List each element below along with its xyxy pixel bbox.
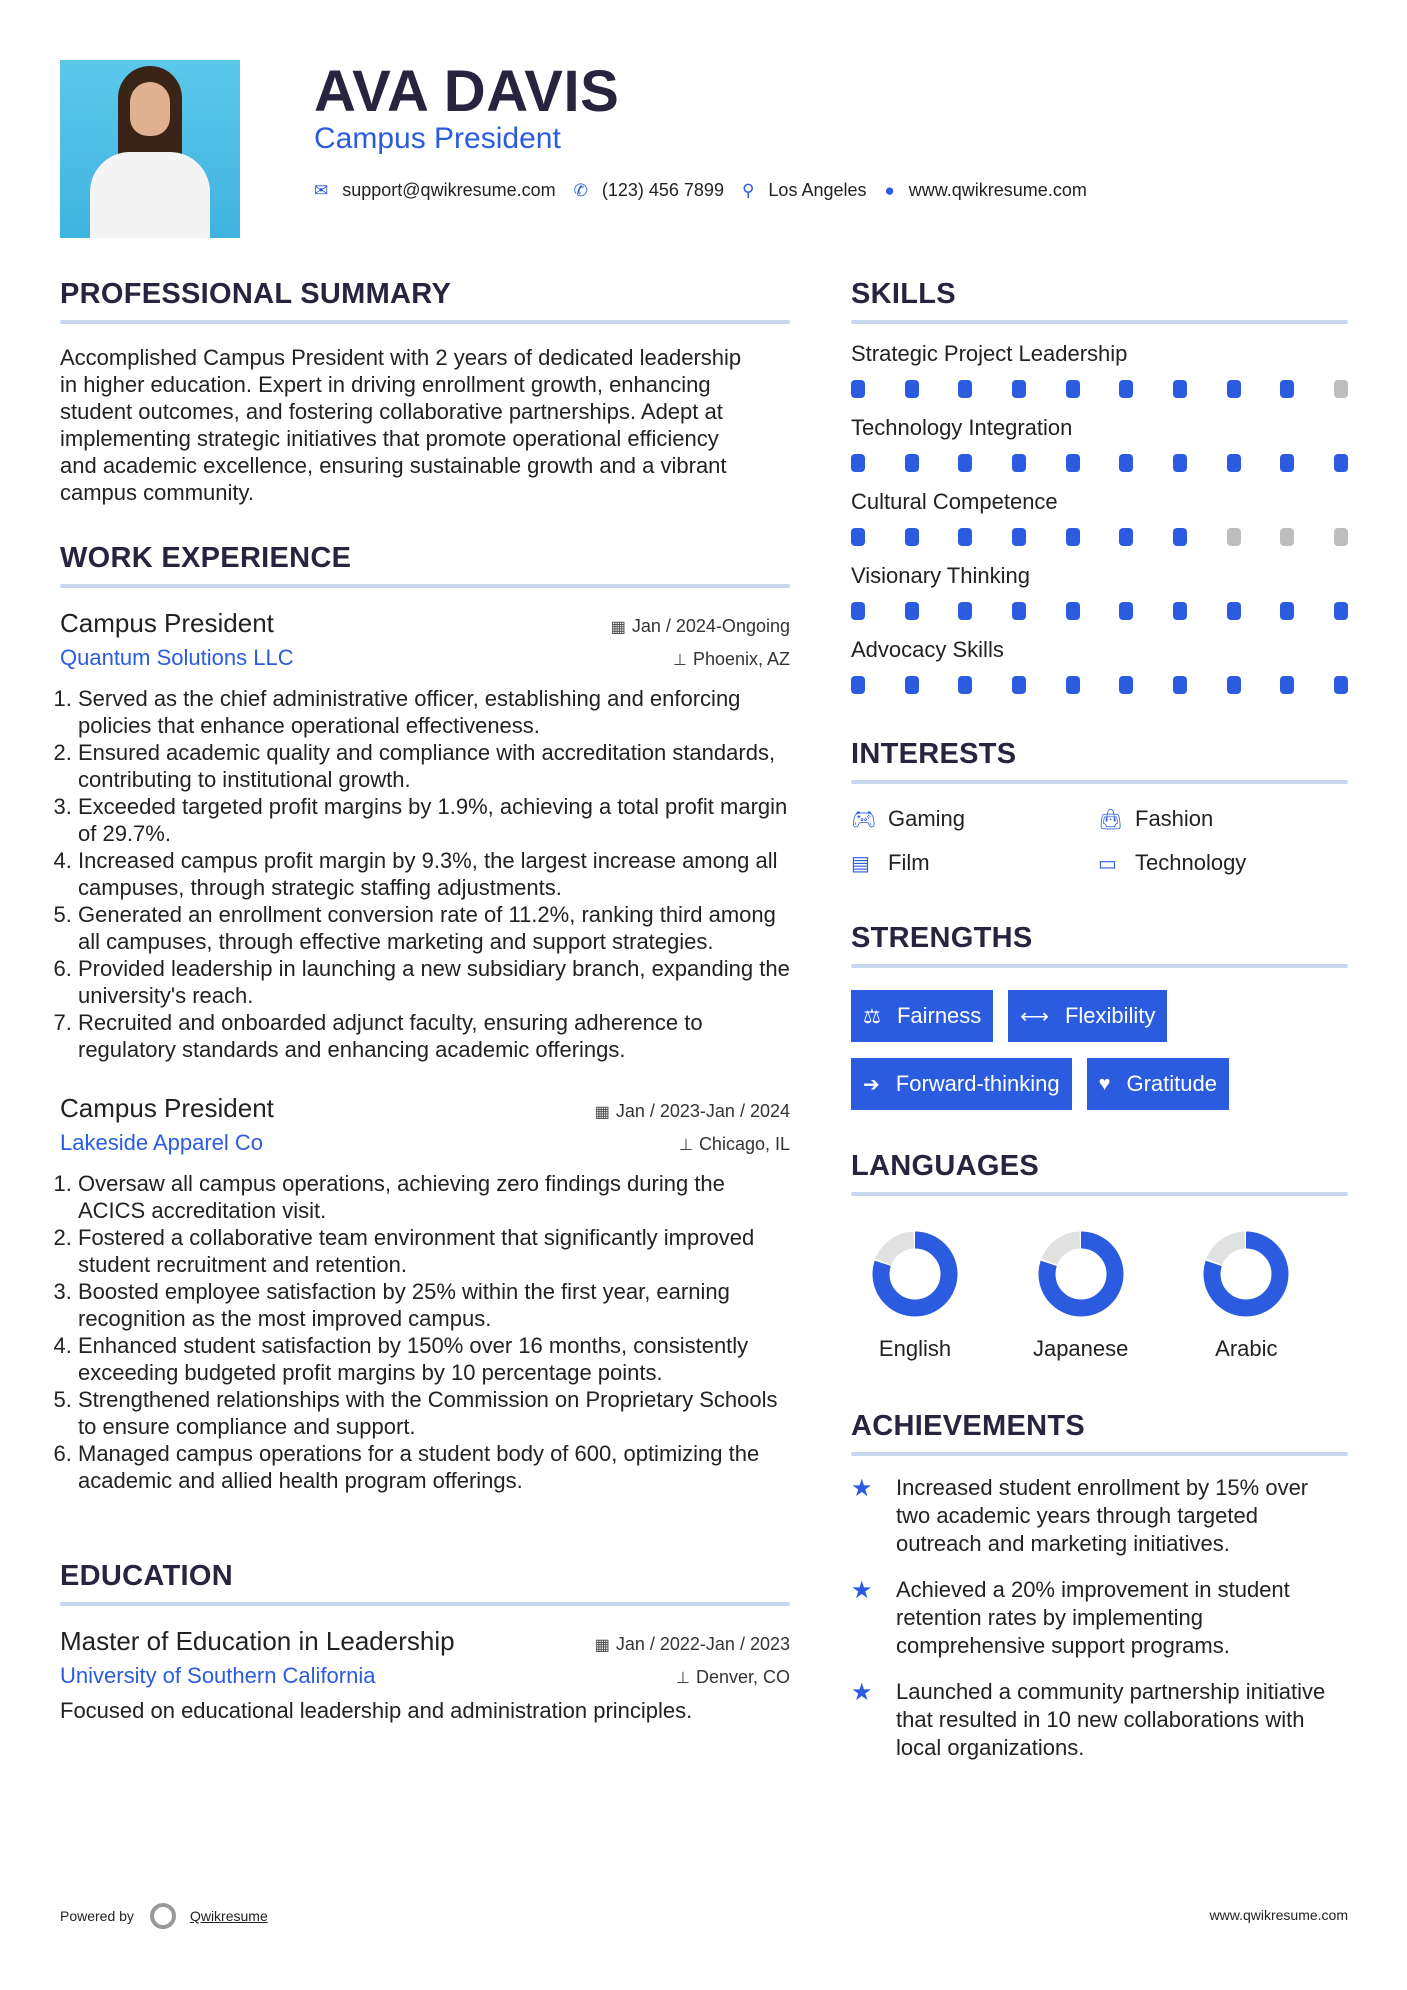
job-bullet: 6. Managed campus operations for a student body of 600, optimizing the academic and allied health program offerings.: [78, 1440, 790, 1494]
footer-website[interactable]: www.qwikresume.com: [1209, 1907, 1348, 1923]
skill-dot-filled: [958, 528, 972, 546]
job-bullet: 4. Increased campus profit margin by 9.3%, the largest increase among all campuses, through strategic staffing adjustments.: [78, 847, 790, 901]
skill-dot-filled: [851, 454, 865, 472]
skill-dot-filled: [1227, 602, 1241, 620]
job-dates: Jan / 2023-Jan / 2024: [615, 1101, 790, 1121]
company-name: Quantum Solutions LLC: [60, 645, 294, 670]
skill-dot-filled: [851, 602, 865, 620]
interest-label: Film: [888, 850, 930, 875]
skill-dot-filled: [1119, 676, 1133, 694]
skill-dot-filled: [1280, 380, 1294, 398]
skill-name: Cultural Competence: [851, 489, 1058, 514]
skill-dot-empty: [1334, 380, 1348, 398]
job-bullets: [60, 1170, 790, 1494]
job-bullet: 3. Boosted employee satisfaction by 25% within the first year, earning recognition as the most improved campus.: [78, 1278, 790, 1332]
section-heading: ACHIEVEMENTS: [851, 1410, 1086, 1442]
skill-dot-filled: [1334, 676, 1348, 694]
language-donut: [1033, 1226, 1129, 1322]
skill-dot-filled: [1066, 380, 1080, 398]
candidate-title: Campus President: [314, 122, 561, 155]
skill-dot-filled: [1173, 676, 1187, 694]
left-column: [60, 276, 790, 1724]
degree-title: Master of Education in Leadership: [60, 1626, 455, 1656]
job-location: Phoenix, AZ: [692, 649, 790, 669]
skill-dot-filled: [1173, 380, 1187, 398]
skill-dot-filled: [958, 380, 972, 398]
job-bullet: 2. Ensured academic quality and compliance with accreditation standards, contributing to institutional growth.: [78, 739, 790, 793]
film-icon: ▤: [851, 852, 870, 875]
qwikresume-logo-icon: [150, 1903, 176, 1929]
divider: [60, 320, 790, 324]
divider: [851, 780, 1348, 784]
language-donut: [867, 1226, 963, 1322]
skill-name: Advocacy Skills: [851, 637, 1004, 662]
skill-dot-filled: [1012, 528, 1026, 546]
section-heading: LANGUAGES: [851, 1150, 1039, 1182]
skill-dot-filled: [1012, 454, 1026, 472]
skill-dot-filled: [1119, 454, 1133, 472]
section-heading: STRENGTHS: [851, 922, 1033, 954]
skill-dot-filled: [905, 454, 919, 472]
language-item: [1017, 1226, 1183, 1362]
job-title: Campus President: [60, 608, 274, 638]
interest-item: [851, 806, 1098, 832]
achievement-item: [851, 1678, 1348, 1762]
interest-item: [1098, 806, 1348, 832]
job-bullet: 2. Fostered a collaborative team environment that significantly improved student recruitment and retention.: [78, 1224, 790, 1278]
skill-dot-empty: [1334, 528, 1348, 546]
contact-email[interactable]: support@qwikresume.com: [342, 180, 556, 200]
pushpin-icon: ⊥: [673, 652, 687, 669]
gamepad-icon: 🎮︎: [851, 808, 877, 831]
skill-rating: [851, 528, 1348, 546]
summary-text: Accomplished Campus President with 2 years of dedicated leadership in higher education. Expert in driving enrollment growth, enhancing student outcomes, and fostering collaborative partnerships. Adept at implementing strategic initiatives that promote operational efficiency and academic excellence, ensuring sustainable growth and a vibrant campus community.: [60, 345, 742, 505]
qwikresume-link[interactable]: Qwikresume: [189, 1908, 268, 1924]
skill-dot-filled: [1119, 380, 1133, 398]
skill-dot-filled: [1012, 676, 1026, 694]
skill-dot-filled: [905, 602, 919, 620]
divider: [851, 1452, 1348, 1456]
language-name: English: [878, 1336, 952, 1361]
divider: [60, 584, 790, 588]
strengths-section: [851, 920, 1348, 1110]
language-name: Arabic: [1215, 1336, 1278, 1361]
divider: [851, 320, 1348, 324]
education-dates: Jan / 2022-Jan / 2023: [615, 1634, 790, 1654]
school-name: University of Southern California: [60, 1663, 376, 1688]
languages-section: [851, 1148, 1348, 1362]
section-heading: PROFESSIONAL SUMMARY: [60, 278, 452, 310]
skill-item: [851, 340, 1348, 398]
job-dates: Jan / 2024-Ongoing: [631, 616, 790, 636]
job-bullet: 1. Oversaw all campus operations, achieving zero findings during the ACICS accreditation visit.: [78, 1170, 790, 1224]
skill-rating: [851, 676, 1348, 694]
powered-by-label: Powered by: [60, 1908, 134, 1924]
contact-website[interactable]: www.qwikresume.com: [908, 180, 1087, 200]
strength-label: Fairness: [896, 1003, 982, 1028]
education-entry: [60, 1626, 790, 1724]
star-icon: ★: [851, 1475, 873, 1502]
skill-dot-filled: [1334, 454, 1348, 472]
skills-section: [851, 276, 1348, 694]
job-bullet: 7. Recruited and onboarded adjunct faculty, ensuring adherence to regulatory standards and enhancing academic offerings.: [78, 1009, 790, 1063]
achievement-item: [851, 1474, 1348, 1558]
skill-dot-filled: [1012, 602, 1026, 620]
globe-icon: ●: [884, 180, 895, 200]
job-bullet: 6. Provided leadership in launching a new subsidiary branch, expanding the university's reach.: [78, 955, 790, 1009]
calendar-icon: ▦: [594, 1104, 610, 1121]
skill-dot-filled: [1066, 454, 1080, 472]
education-description: Focused on educational leadership and administration principles.: [60, 1698, 693, 1723]
skill-dot-filled: [1280, 676, 1294, 694]
interest-label: Technology: [1135, 850, 1247, 875]
skill-rating: [851, 454, 1348, 472]
skill-rating: [851, 602, 1348, 620]
skill-dot-filled: [1066, 676, 1080, 694]
profile-photo: [60, 60, 240, 238]
skill-dot-filled: [851, 528, 865, 546]
contact-location: Los Angeles: [768, 180, 867, 200]
arrow-right-icon: ➔: [863, 1073, 880, 1096]
skill-dot-filled: [1227, 380, 1241, 398]
skill-dot-empty: [1227, 528, 1241, 546]
strength-badge: [1008, 990, 1167, 1042]
shopping-bag-icon: 👜︎: [1098, 808, 1124, 831]
education-section: [60, 1558, 790, 1724]
skill-dot-filled: [1280, 454, 1294, 472]
section-heading: INTERESTS: [851, 738, 1017, 770]
skill-dot-empty: [1280, 528, 1294, 546]
skill-dot-filled: [851, 676, 865, 694]
divider: [60, 1602, 790, 1606]
skill-dot-filled: [1280, 602, 1294, 620]
strength-badge: [1087, 1058, 1229, 1110]
language-name: Japanese: [1032, 1336, 1129, 1361]
laptop-icon: ▭: [1098, 852, 1117, 875]
achievement-text: Launched a community partnership initiative that resulted in 10 new collaborations with local organizations.: [896, 1679, 1326, 1760]
strength-badge: [851, 1058, 1072, 1110]
arrows-horizontal-icon: ⟷: [1020, 1005, 1049, 1028]
divider: [851, 964, 1348, 968]
skill-dot-filled: [1119, 602, 1133, 620]
pushpin-icon: ⊥: [679, 1137, 693, 1154]
interests-section: [851, 736, 1348, 876]
skill-dot-filled: [958, 676, 972, 694]
job-location: Chicago, IL: [698, 1134, 790, 1154]
skill-name: Technology Integration: [851, 415, 1073, 440]
language-item: [1182, 1226, 1348, 1362]
company-name: Lakeside Apparel Co: [60, 1130, 264, 1155]
star-icon: ★: [851, 1679, 873, 1706]
skill-dot-filled: [1173, 528, 1187, 546]
skill-dot-filled: [1227, 454, 1241, 472]
section-heading: WORK EXPERIENCE: [60, 542, 352, 574]
interest-label: Fashion: [1135, 806, 1214, 831]
calendar-icon: ▦: [610, 619, 626, 636]
strength-badge: [851, 990, 993, 1042]
job-title: Campus President: [60, 1093, 274, 1123]
achievement-item: [851, 1576, 1348, 1660]
strength-label: Flexibility: [1064, 1003, 1156, 1028]
skill-dot-filled: [958, 454, 972, 472]
skill-dot-filled: [905, 528, 919, 546]
skill-dot-filled: [905, 676, 919, 694]
skill-item: [851, 414, 1348, 472]
skill-dot-filled: [1066, 602, 1080, 620]
candidate-name: AVA DAVIS: [314, 59, 620, 124]
job-bullet: 1. Served as the chief administrative officer, establishing and enforcing policies that enhance operational effectiveness.: [78, 685, 790, 739]
job-bullet: 3. Exceeded targeted profit margins by 1.9%, achieving a total profit margin of 29.7%.: [78, 793, 790, 847]
skill-item: [851, 488, 1348, 546]
star-icon: ★: [851, 1577, 873, 1604]
achievement-text: Achieved a 20% improvement in student retention rates by implementing comprehensive support programs.: [896, 1577, 1290, 1658]
heart-icon: ♥: [1098, 1072, 1111, 1095]
section-heading: SKILLS: [851, 278, 956, 310]
skill-dot-filled: [851, 380, 865, 398]
skill-dot-filled: [1066, 528, 1080, 546]
job-bullet: 5. Generated an enrollment conversion rate of 11.2%, ranking third among all campuses, through effective marketing and support strategies.: [78, 901, 790, 955]
skill-item: [851, 636, 1348, 694]
interest-item: [1098, 850, 1348, 876]
strength-label: Forward-thinking: [895, 1071, 1060, 1096]
job-bullets: [60, 685, 790, 1063]
skill-dot-filled: [1173, 454, 1187, 472]
map-marker-icon: ⚲: [741, 180, 755, 200]
skill-item: [851, 562, 1348, 620]
skill-dot-filled: [1012, 380, 1026, 398]
language-donut: [1198, 1226, 1294, 1322]
job-bullet: 4. Enhanced student satisfaction by 150% over 16 months, consistently exceeding budgeted profit margins by 10 percentage points.: [78, 1332, 790, 1386]
skill-dot-filled: [1227, 676, 1241, 694]
strength-label: Gratitude: [1126, 1071, 1217, 1096]
section-heading: EDUCATION: [60, 1560, 233, 1592]
education-location: Denver, CO: [695, 1667, 790, 1687]
envelope-icon: ✉: [314, 180, 329, 200]
skill-dot-filled: [1119, 528, 1133, 546]
contact-row: [314, 180, 1105, 201]
skill-dot-filled: [1334, 602, 1348, 620]
skill-name: Visionary Thinking: [851, 563, 1030, 588]
contact-phone: (123) 456 7899: [601, 180, 724, 200]
footer-powered-by: [60, 1903, 268, 1929]
skill-name: Strategic Project Leadership: [851, 341, 1128, 366]
achievements-section: [851, 1408, 1348, 1762]
calendar-icon: ▦: [594, 1637, 610, 1654]
experience-section: [60, 540, 790, 1494]
interest-item: [851, 850, 1098, 876]
achievement-text: Increased student enrollment by 15% over two academic years through targeted outreach and marketing initiatives.: [896, 1475, 1309, 1556]
skill-dot-filled: [905, 380, 919, 398]
pushpin-icon: ⊥: [676, 1670, 690, 1687]
right-column: [851, 276, 1348, 1762]
skill-rating: [851, 380, 1348, 398]
skill-dot-filled: [1173, 602, 1187, 620]
skill-dot-filled: [958, 602, 972, 620]
summary-section: [60, 276, 790, 506]
job-entry: [60, 1093, 790, 1494]
interest-label: Gaming: [888, 806, 966, 831]
language-item: [851, 1226, 1017, 1362]
balance-scale-icon: ⚖: [863, 1005, 881, 1028]
job-entry: [60, 608, 790, 1063]
divider: [851, 1192, 1348, 1196]
job-bullet: 5. Strengthened relationships with the Commission on Proprietary Schools to ensure compliance and support.: [78, 1386, 790, 1440]
phone-icon: ✆: [573, 180, 588, 200]
